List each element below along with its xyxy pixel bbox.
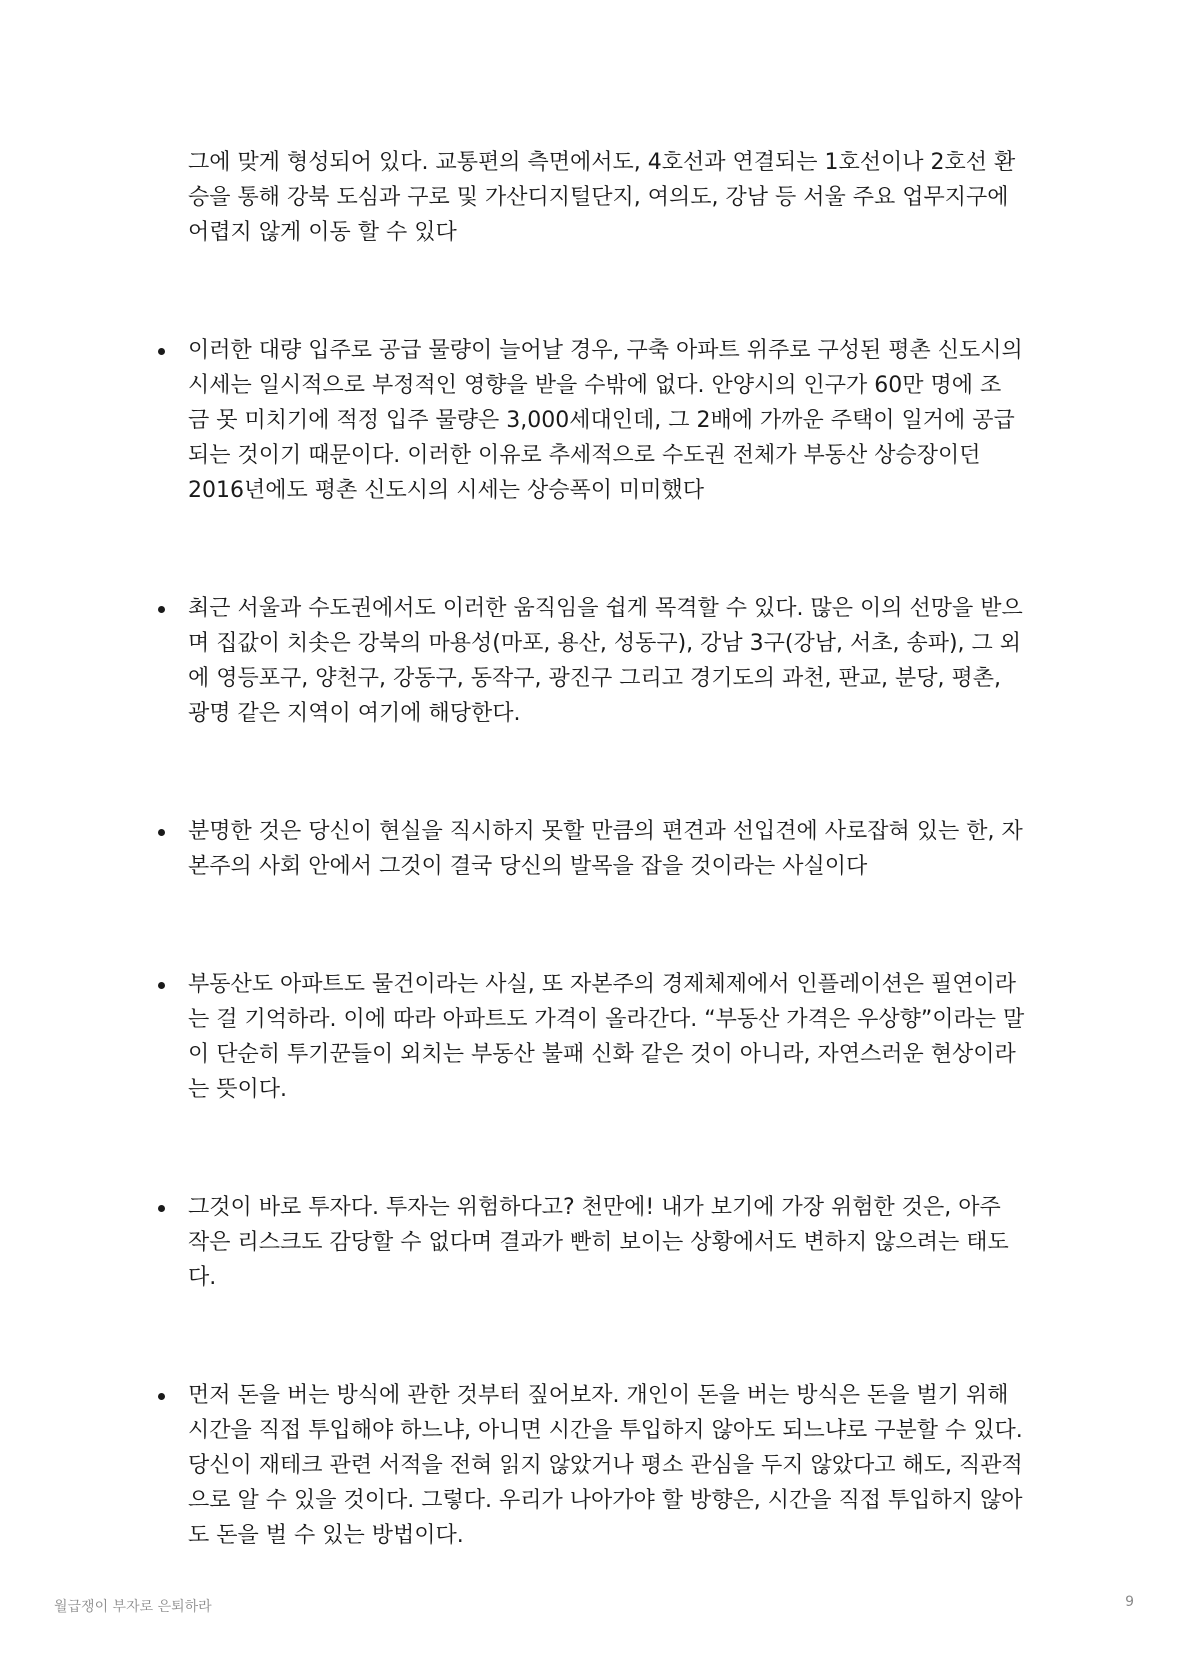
bullet-list [188, 333, 1050, 1553]
footer-book-title: 월급쟁이 부자로 은퇴하라 [54, 1599, 212, 1615]
bullet-item [188, 1378, 1050, 1553]
bullet-dot-icon [158, 982, 165, 989]
lead-paragraph: 그에 맞게 형성되어 있다. 교통편의 측면에서도, 4호선과 연결되는 1호선이나 2호선 환 승을 통해 강북 도심과 구로 및 가산디지털단지, 여의도, 강남 등 서울 주요 업무지구에 어렵지 않게 이동 할 수 있다 [188, 150, 1016, 245]
bullet-text: 부동산도 아파트도 물건이라는 사실, 또 자본주의 경제체제에서 인플레이션은 필연이라 는 걸 기억하라. 이에 따라 아파트도 가격이 올라간다. “부동산 가격은 우상향”이라는 말 이 단순히 투기꾼들이 외치는 부동산 불패 신화 같은 것이 아니라, 자연스러운 현상이라 는 뜻이다. [188, 972, 1025, 1102]
bullet-item [188, 1190, 1050, 1295]
bullet-text: 분명한 것은 당신이 현실을 직시하지 못할 만큼의 편견과 선입견에 사로잡혀 있는 한, 자 본주의 사회 안에서 그것이 결국 당신의 발목을 잡을 것이라는 사실이다 [188, 819, 1023, 879]
bullet-dot-icon [158, 1205, 165, 1212]
bullet-item [188, 967, 1050, 1107]
bullet-dot-icon [158, 1393, 165, 1400]
bullet-item [188, 814, 1050, 884]
page-content [188, 145, 1050, 1636]
bullet-dot-icon [158, 606, 165, 613]
bullet-dot-icon [158, 829, 165, 836]
bullet-dot-icon [158, 348, 165, 355]
bullet-text: 이러한 대량 입주로 공급 물량이 늘어날 경우, 구축 아파트 위주로 구성된 평촌 신도시의 시세는 일시적으로 부정적인 영향을 받을 수밖에 없다. 안양시의 인구가 60만 명에 조 금 못 미치기에 적정 입주 물량은 3,000세대인데, 그 2배에 가까운 주택이 일거에 공급 되는 것이기 때문이다. 이러한 이유로 추세적으로 수도권 전체가 부동산 상승장이던 2016년에도 평촌 신도시의 시세는 상승폭이 미미했다 [188, 338, 1023, 503]
bullet-item [188, 333, 1050, 508]
bullet-item [188, 591, 1050, 731]
bullet-text: 그것이 바로 투자다. 투자는 위험하다고? 천만에! 내가 보기에 가장 위험한 것은, 아주 작은 리스크도 감당할 수 없다며 결과가 빤히 보이는 상황에서도 변하지 않으려는 태도 다. [188, 1195, 1009, 1290]
bullet-text: 최근 서울과 수도권에서도 이러한 움직임을 쉽게 목격할 수 있다. 많은 이의 선망을 받으 며 집값이 치솟은 강북의 마용성(마포, 용산, 성동구), 강남 3구(강남, 서초, 송파), 그 외 에 영등포구, 양천구, 강동구, 동작구, 광진구 그리고 경기도의 과천, 판교, 분당, 평촌, 광명 같은 지역이 여기에 해당한다. [188, 596, 1023, 726]
page-number: 9 [1125, 1594, 1134, 1610]
bullet-text: 먼저 돈을 버는 방식에 관한 것부터 짚어보자. 개인이 돈을 버는 방식은 돈을 벌기 위해 시간을 직접 투입해야 하느냐, 아니면 시간을 투입하지 않아도 되느냐로 구분할 수 있다. 당신이 재테크 관련 서적을 전혀 읽지 않았거나 평소 관심을 두지 않았다고 해도, 직관적 으로 알 수 있을 것이다. 그렇다. 우리가 나아가야 할 방향은, 시간을 직접 투입하지 않아 도 돈을 벌 수 있는 방법이다. [188, 1383, 1023, 1548]
